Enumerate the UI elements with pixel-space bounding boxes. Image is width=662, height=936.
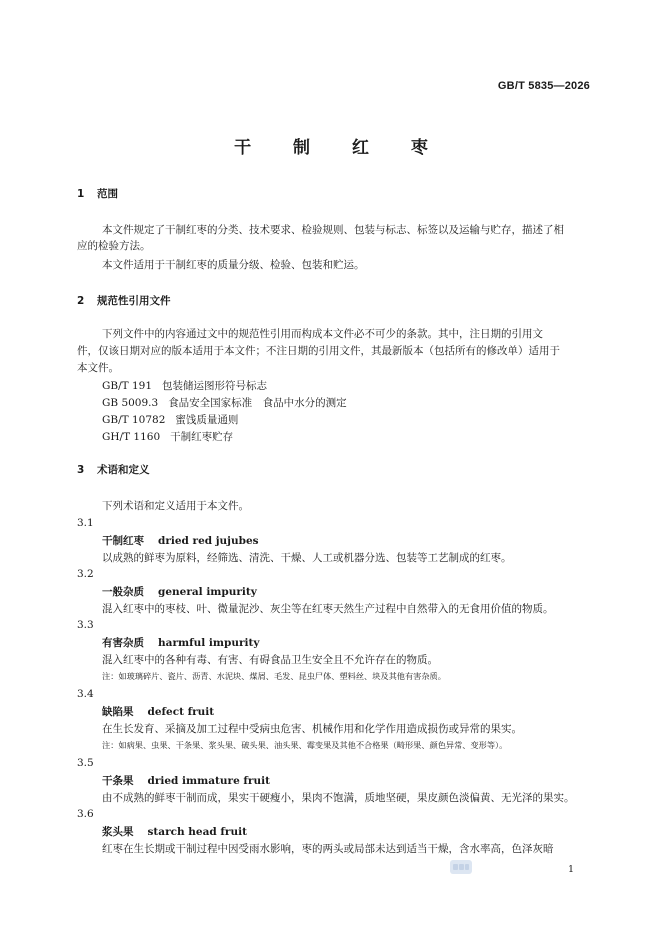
section-3-title: 术语和定义 xyxy=(97,464,150,476)
term-definition: 在生长发育、采摘及加工过程中受病虫危害、机械作用和化学作用造成损伤或异常的果实。 xyxy=(102,723,522,735)
standard-code: GB/T 5835—2026 xyxy=(497,80,590,92)
term-definition: 混入红枣中的各种有毒、有害、有碍食品卫生安全且不允许存在的物质。 xyxy=(102,654,438,666)
section-2-para-line-1: 下列文件中的内容通过文中的规范性引用而构成本文件必不可少的条款。其中，注日期的引用文 xyxy=(102,328,543,340)
term-number: 3.4 xyxy=(77,688,94,700)
reference-item xyxy=(102,395,347,410)
section-1-heading xyxy=(77,186,118,201)
term-number: 3.6 xyxy=(77,808,94,820)
term-en: general impurity xyxy=(158,586,257,598)
reference-item xyxy=(102,429,233,444)
term-heading xyxy=(102,704,214,719)
term-en: starch head fruit xyxy=(147,826,247,838)
section-3-number: 3 xyxy=(77,464,85,476)
section-1-para-1-line-1: 本文件规定了干制红枣的分类、技术要求、检验规则、包装与标志、标签以及运输与贮存，描述了相 xyxy=(102,224,564,236)
section-2-title: 规范性引用文件 xyxy=(97,295,171,307)
page-number: 1 xyxy=(567,864,574,875)
term-heading xyxy=(102,773,270,788)
section-2-para-line-3: 本文件。 xyxy=(77,362,119,374)
section-2-para-line-2: 件，仅该日期对应的版本适用于本文件；不注日期的引用文件，其最新版本（包括所有的修改单）适用于 xyxy=(77,345,560,357)
term-definition: 以成熟的鲜枣为原料，经筛选、清洗、干燥、人工或机器分选、包装等工艺制成的红枣。 xyxy=(102,552,512,564)
reference-code: GB 5009.3 xyxy=(102,397,159,409)
term-zh: 干条果 xyxy=(102,775,134,787)
section-3-intro: 下列术语和定义适用于本文件。 xyxy=(102,500,249,512)
term-zh: 浆头果 xyxy=(102,826,134,838)
term-zh: 干制红枣 xyxy=(102,535,144,547)
term-en: dried red jujubes xyxy=(158,535,259,547)
term-number: 3.5 xyxy=(77,757,94,769)
term-definition: 由不成熟的鲜枣干制而成，果实干硬瘦小，果肉不饱满，质地坚硬，果皮颜色淡偏黄、无光泽的果实。 xyxy=(102,792,575,804)
term-zh: 一般杂质 xyxy=(102,586,144,598)
section-1-title: 范围 xyxy=(97,188,118,200)
term-note: 注：如玻璃碎片、瓷片、沥青、水泥块、煤屑、毛发、昆虫尸体、塑料丝、块及其他有害杂质。 xyxy=(102,671,446,681)
term-en: defect fruit xyxy=(147,706,215,718)
term-definition: 混入红枣中的枣枝、叶、微量泥沙、灰尘等在红枣天然生产过程中自然带入的无食用价值的物质。 xyxy=(102,603,554,615)
term-definition: 红枣在生长期或干制过程中因受雨水影响，枣的两头或局部未达到适当干燥，含水率高，色泽灰暗 xyxy=(102,843,554,855)
section-1-number: 1 xyxy=(77,188,85,200)
section-2-number: 2 xyxy=(77,295,85,307)
reference-code: GB/T 191 xyxy=(102,380,153,392)
term-en: dried immature fruit xyxy=(147,775,270,787)
reference-item xyxy=(102,378,267,393)
reference-code: GB/T 10782 xyxy=(102,414,166,426)
term-number: 3.2 xyxy=(77,568,94,580)
section-2-heading xyxy=(77,293,171,308)
term-heading xyxy=(102,635,259,650)
term-en: harmful impurity xyxy=(158,637,260,649)
watermark-logo-icon xyxy=(449,858,473,876)
term-number: 3.3 xyxy=(77,619,94,631)
reference-name: 包装储运图形符号标志 xyxy=(162,380,268,392)
term-heading xyxy=(102,533,259,548)
term-heading xyxy=(102,824,247,839)
reference-item xyxy=(102,412,238,427)
reference-name: 干制红枣贮存 xyxy=(170,431,234,443)
reference-name: 食品安全国家标准 食品中水分的测定 xyxy=(168,397,347,409)
section-1-para-1-line-2: 应的检验方法。 xyxy=(77,240,151,252)
term-zh: 有害杂质 xyxy=(102,637,144,649)
document-title: 干 制 红 枣 xyxy=(234,138,446,158)
term-zh: 缺陷果 xyxy=(102,706,134,718)
reference-name: 蜜饯质量通则 xyxy=(175,414,239,426)
reference-code: GH/T 1160 xyxy=(102,431,161,443)
term-number: 3.1 xyxy=(77,517,94,529)
section-3-heading xyxy=(77,462,150,477)
term-heading xyxy=(102,584,257,599)
section-1-para-2: 本文件适用于干制红枣的质量分级、检验、包装和贮运。 xyxy=(102,259,365,271)
term-note: 注：如病果、虫果、干条果、浆头果、破头果、油头果、霉变果及其他不合格果（畸形果、颜色异常、变形等）。 xyxy=(102,740,508,750)
